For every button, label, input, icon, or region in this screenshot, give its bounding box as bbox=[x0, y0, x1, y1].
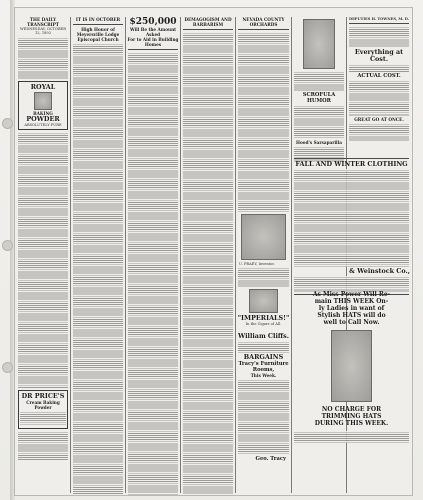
divider bbox=[73, 24, 123, 25]
column-rule bbox=[291, 17, 292, 493]
no-charge-line: TRIMMING HATS bbox=[321, 413, 382, 420]
dr-price-ad bbox=[18, 390, 68, 429]
text-block bbox=[349, 26, 409, 48]
millinery-line: well to Call Now. bbox=[323, 319, 380, 326]
no-charge-line: NO CHARGE FOR bbox=[321, 406, 382, 413]
divider bbox=[183, 29, 233, 30]
hoods-headline: Hood's Sarsaparilla bbox=[296, 140, 342, 145]
go-at-once-headline: GREAT GO AT ONCE. bbox=[354, 117, 404, 123]
text-block bbox=[238, 341, 289, 353]
actual-cost-headline: ACTUAL COST. bbox=[357, 73, 401, 80]
millinery-line: main THIS WEEK On- bbox=[314, 298, 389, 305]
royal-ad-line: POWDER bbox=[26, 114, 60, 123]
column-7-header: DEPUTIES H. TOWNES, M. D. bbox=[348, 17, 410, 21]
no-charge-line: DURING THIS WEEK. bbox=[314, 420, 389, 427]
divider bbox=[128, 49, 178, 50]
column-rule bbox=[180, 17, 181, 493]
tracy-furniture-headline: Tracy's Furniture Rooms, bbox=[238, 360, 289, 373]
text-block bbox=[294, 105, 344, 139]
text-block bbox=[349, 64, 409, 72]
text-block bbox=[18, 37, 68, 79]
royal-ad-line: BAKING bbox=[33, 110, 53, 116]
binder-hole bbox=[2, 118, 13, 129]
hat-portrait bbox=[331, 330, 372, 402]
text-block bbox=[18, 431, 68, 461]
imperials-subhead: In the Cigars of All. bbox=[245, 322, 282, 327]
divider bbox=[238, 29, 289, 30]
royal-ad-line: ROYAL bbox=[30, 82, 56, 91]
cigar-illustration bbox=[249, 289, 278, 313]
newspaper-page bbox=[14, 7, 413, 496]
text-block bbox=[294, 71, 344, 91]
masthead-notices: WEDNESDAY, OCTOBER 12, 1892 bbox=[20, 27, 66, 36]
masthead-title: THE DAILY TRANSCRIPT bbox=[27, 17, 59, 27]
fall-winter-clothing-headline: FALL AND WINTER CLOTHING bbox=[295, 160, 408, 168]
text-block bbox=[294, 169, 409, 267]
column-5 bbox=[237, 17, 290, 495]
millinery-line: ly Ladies in want of bbox=[318, 305, 385, 312]
binder-hole bbox=[2, 362, 13, 373]
divider bbox=[294, 158, 409, 159]
column-rule bbox=[70, 17, 71, 493]
text-block bbox=[128, 52, 178, 495]
bargains-headline: BARGAINS bbox=[243, 352, 284, 361]
divider bbox=[349, 23, 409, 24]
text-block bbox=[238, 32, 289, 212]
column-2-headline: IT IS IN OCTOBER bbox=[75, 17, 121, 22]
millinery-ad bbox=[293, 288, 410, 444]
column-5-headline: NEVADA COUNTY ORCHARDS bbox=[242, 17, 285, 27]
column-3-headline: Will Be the Amount Asked bbox=[129, 27, 177, 37]
scrofula-headline: SCROFULA HUMOR bbox=[302, 92, 336, 104]
dr-price-ad-line: DR PRICE'S bbox=[21, 392, 65, 401]
tracy-signature: Geo. Tracy bbox=[255, 455, 286, 462]
inventor-illustration bbox=[241, 214, 286, 260]
text-block bbox=[349, 123, 409, 141]
column-1 bbox=[17, 17, 69, 495]
inventor-signature: U. PRAEY, Inventor. bbox=[239, 262, 275, 266]
column-3-headline: For to Aid in Building Homes bbox=[127, 37, 179, 47]
imperials-headline: "IMPERIALS!" bbox=[237, 314, 290, 323]
column-3 bbox=[127, 17, 179, 495]
text-block bbox=[238, 267, 289, 287]
column-4-headline: DEMAGOGISM AND BARBARISM bbox=[184, 17, 232, 27]
binder-hole bbox=[2, 240, 13, 251]
baking-can-image bbox=[34, 92, 52, 110]
this-week-subhead: This Week. bbox=[250, 372, 277, 378]
everything-at-cost-headline: Everything at Cost. bbox=[354, 48, 404, 64]
column-rule bbox=[125, 17, 126, 493]
text-block bbox=[73, 43, 123, 495]
text-block bbox=[238, 379, 289, 455]
column-4 bbox=[182, 17, 234, 495]
signature-scrawl bbox=[294, 431, 409, 443]
column-2-subhead: High Honor of Meyersville Lodge Episcopal Church bbox=[76, 27, 120, 42]
boy-portrait bbox=[303, 19, 335, 69]
column-2 bbox=[72, 17, 124, 495]
cliffs-headline: William Cliffs. bbox=[238, 331, 289, 340]
text-block bbox=[20, 411, 66, 425]
column-rule bbox=[235, 17, 236, 493]
clothing-ad bbox=[293, 156, 410, 297]
column-3-amount: $250,000 bbox=[129, 17, 177, 27]
text-block bbox=[183, 32, 233, 494]
royal-baking-powder-ad bbox=[18, 81, 68, 130]
company-name: & Weinstock Co., bbox=[349, 267, 410, 275]
royal-ad-line: ABSOLUTELY PURE bbox=[24, 122, 62, 127]
text-block bbox=[18, 132, 68, 388]
text-block bbox=[349, 80, 409, 116]
millinery-line: As Miss Power Will Re- bbox=[312, 291, 391, 298]
millinery-line: Stylish HATS will do bbox=[317, 312, 386, 319]
dr-price-ad-line: Cream Baking Powder bbox=[26, 400, 60, 411]
